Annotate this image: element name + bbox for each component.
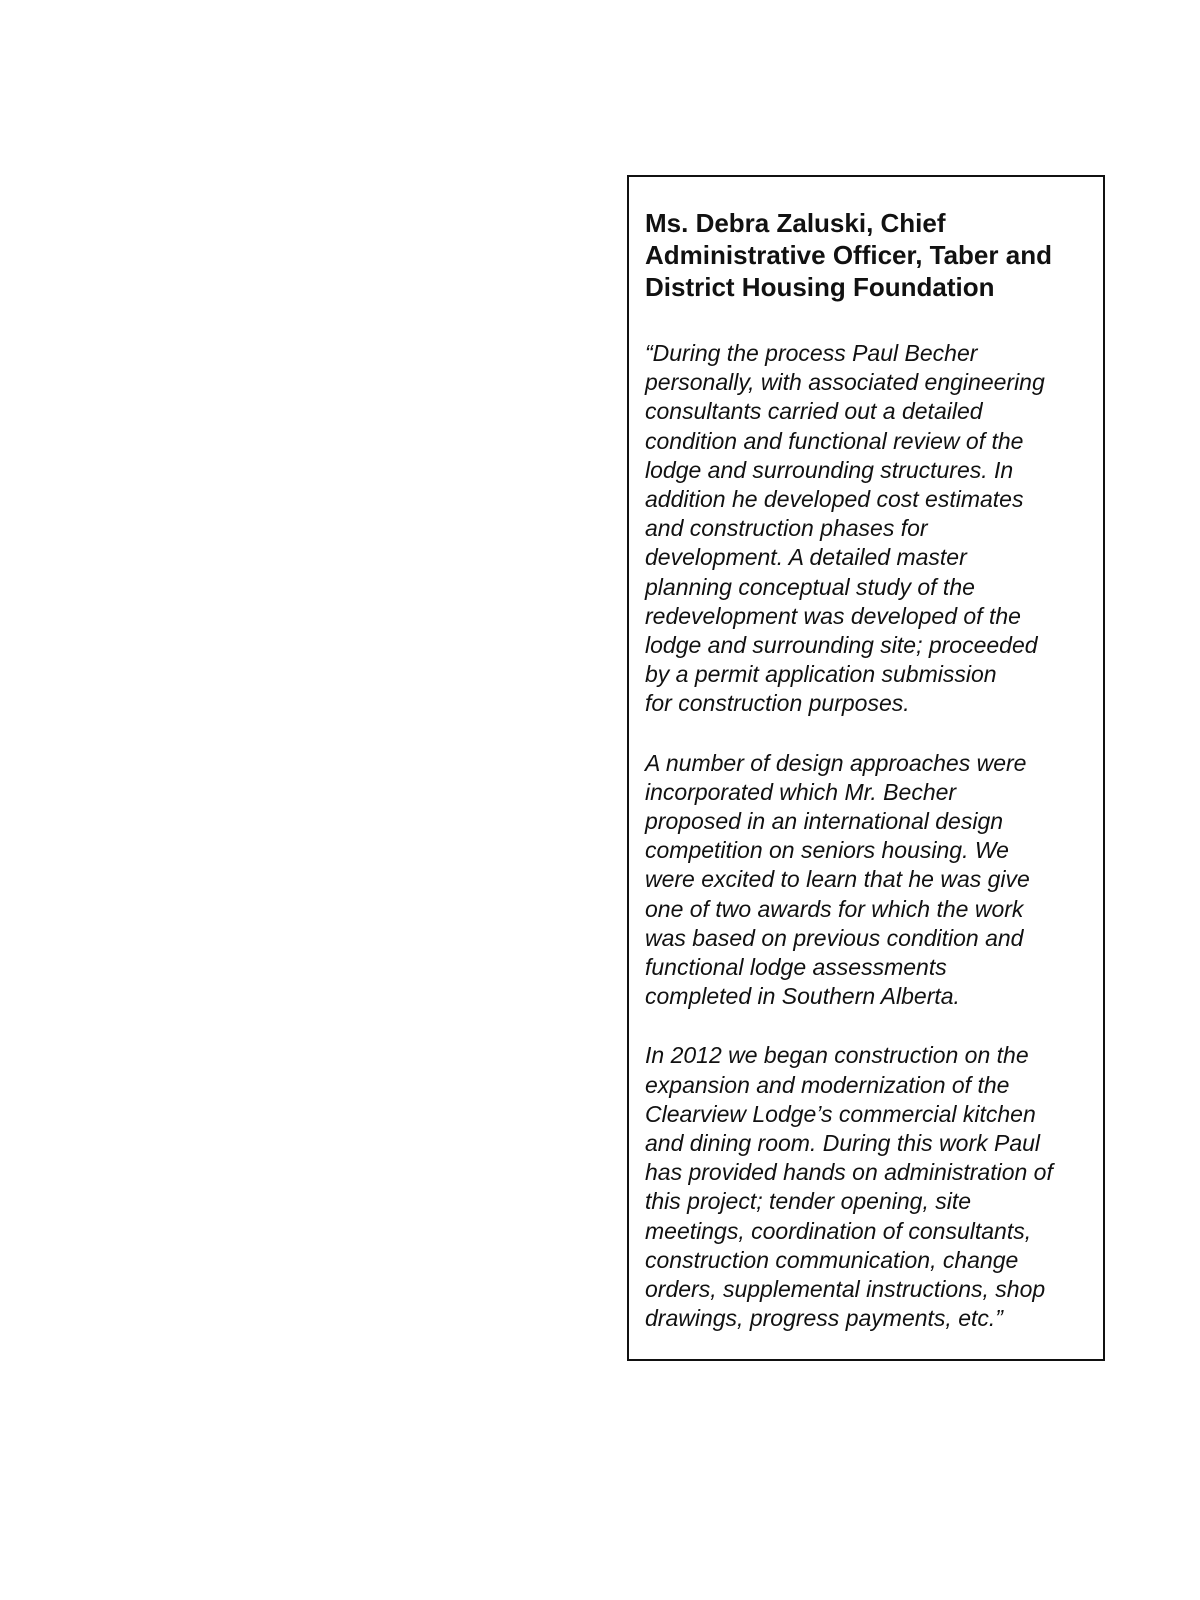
testimonial-paragraph-2: A number of design approaches were incorporated which Mr. Becher proposed in an international design competition on seniors housing. We were excited to learn that he was give one of two awards for which the work was based on previous condition and functional lodge assessments completed in Southern Alberta.: [645, 749, 1030, 1010]
testimonial-paragraph-3: In 2012 we began construction on the expansion and modernization of the Clearview Lodge’s commercial kitchen and dining room. During this work Paul has provided hands on administration of this project; tender opening, site meetings, coordination of consultants, construction communication, change orders, supplemental instructions, shop drawings, progress payments, etc.”: [645, 1042, 1053, 1332]
testimonial-heading: Ms. Debra Zaluski, Chief Administrative Officer, Taber and District Housing Foundation: [645, 208, 1052, 302]
testimonial-paragraph-1: “During the process Paul Becher personally, with associated engineering consultants carried out a detailed condition and functional review of the lodge and surrounding structures. In addition he developed cost estimates and construction phases for development. A detailed master planning conceptual study of the redevelopment was developed of the lodge and surrounding site; proceeded by a permit application submission for construction purposes.: [645, 340, 1045, 717]
testimonial-box: [627, 175, 1105, 1361]
